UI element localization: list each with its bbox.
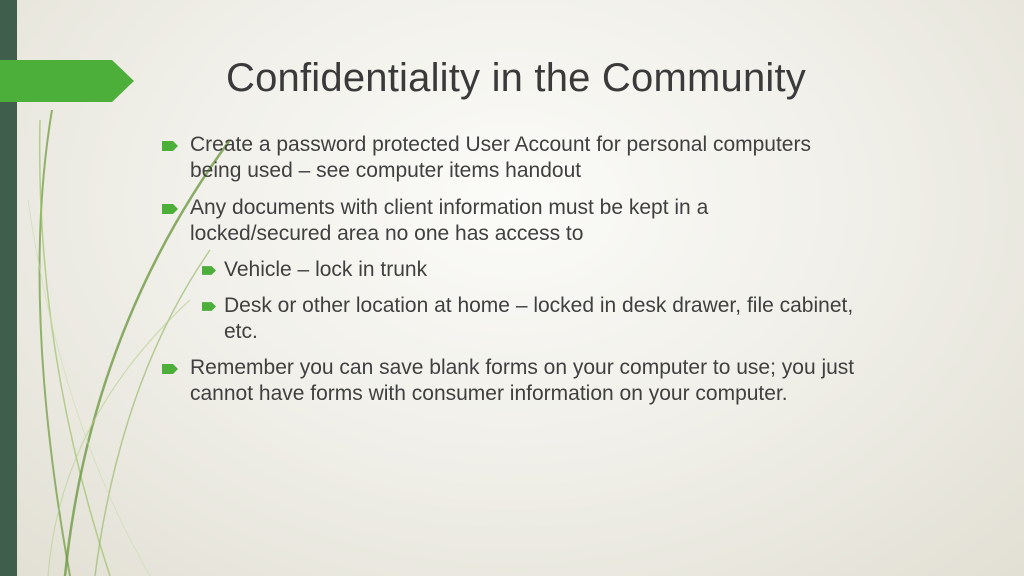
arrow-bullet-icon (162, 204, 178, 214)
sub-bullet-text: Desk or other location at home – locked in desk drawer, file cabinet, etc. (224, 294, 854, 343)
title-accent-tab (0, 60, 134, 102)
arrow-bullet-icon (162, 364, 178, 374)
sub-bullet-item (224, 293, 864, 345)
bullet-text: Remember you can save blank forms on your computer to use; you just cannot have forms with consumer information on your computer. (190, 356, 855, 405)
bullet-text: Create a password protected User Account for personal computers being used – see computer items handout (190, 133, 811, 182)
bullet-text: Any documents with client information must be kept in a locked/secured area no one has access to (190, 196, 709, 245)
arrow-bullet-icon (202, 266, 216, 275)
arrow-bullet-icon (202, 302, 216, 311)
bullet-item (190, 195, 830, 247)
sub-bullet-text: Vehicle – lock in trunk (224, 258, 428, 281)
slide-title: Confidentiality in the Community (226, 56, 806, 100)
bullet-item (190, 132, 850, 184)
bullet-item (190, 355, 870, 407)
arrow-bullet-icon (162, 141, 178, 151)
sub-bullet-item (224, 257, 844, 283)
